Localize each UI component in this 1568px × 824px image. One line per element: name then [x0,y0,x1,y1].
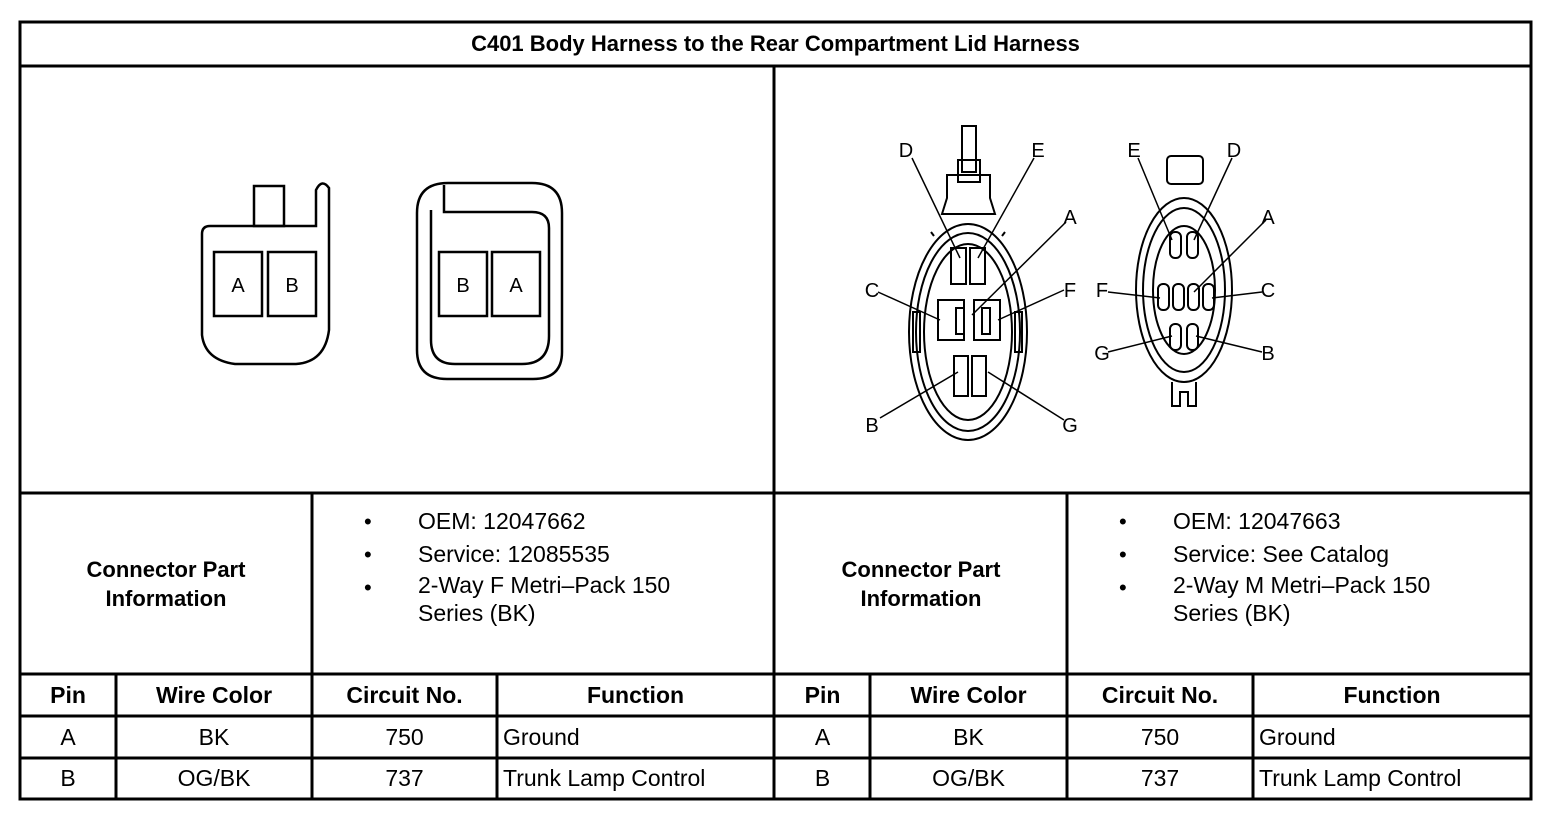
left-part-info-label: Connector Part Information [86,556,246,611]
right-row2-wire: OG/BK [932,765,1005,791]
view2-label-c: C [1260,280,1276,302]
left-row1-pin: A [60,723,76,750]
male-connector-face-view [417,183,562,379]
right-info-type: • 2-Way M Metri–Pack 150 Series (BK) [1117,571,1517,627]
left-row1-circuit: 750 [385,723,424,750]
view2-label-f: F [1095,280,1109,302]
left-part-info-list [362,505,762,627]
right-part-info-list [1117,505,1517,627]
left-row2-wire: OG/BK [177,765,251,791]
view2-label-a: A [1261,207,1275,229]
right-part-info-label: Connector Part Information [841,556,1001,611]
left-view2-pin-a: A [509,275,523,297]
right-row1-circuit: 750 [1140,723,1180,750]
left-view1-pin-b: B [285,275,299,297]
view1-label-g: G [1062,415,1078,437]
left-row1-wire: BK [198,723,230,750]
left-col-pin: Pin [50,681,86,708]
right-info-oem: • OEM: 12047663 [1117,505,1517,538]
right-col-function: Function [1343,681,1441,708]
left-row1-function: Ground [503,723,580,750]
view1-label-c: C [864,280,880,302]
left-info-type: • 2-Way F Metri–Pack 150 Series (BK) [362,571,762,627]
right-info-service: • Service: See Catalog [1117,538,1517,571]
right-col-circuit: Circuit No. [1101,681,1219,708]
left-view2-pin-b: B [456,275,470,297]
view2-label-b: B [1261,343,1275,365]
left-col-wire-color: Wire Color [155,681,273,708]
right-col-pin: Pin [804,681,841,708]
right-connector-drawings [775,66,1531,493]
view1-label-e: E [1031,140,1045,162]
left-row2-function: Trunk Lamp Control [503,765,706,791]
right-row2-circuit: 737 [1140,765,1180,791]
right-row1-pin: A [814,723,831,750]
left-col-circuit: Circuit No. [346,681,463,708]
view1-label-f: F [1063,280,1077,302]
connector-view-2 [1136,156,1232,406]
left-row2-circuit: 737 [385,765,424,791]
left-row2-pin: B [60,765,76,791]
right-row2-function: Trunk Lamp Control [1259,765,1462,791]
page-title: C401 Body Harness to the Rear Compartment Lid Harness [471,31,1080,56]
right-row1-wire: BK [953,723,984,750]
left-info-oem: • OEM: 12047662 [362,505,762,538]
connector-view-1 [909,126,1027,440]
right-col-wire-color: Wire Color [910,681,1027,708]
left-connector-drawings [20,66,774,493]
view2-label-d: D [1226,140,1242,162]
female-connector-face-view [202,183,329,364]
left-col-function: Function [586,681,685,708]
right-row1-function: Ground [1259,723,1336,750]
view2-label-g: G [1094,343,1110,365]
left-info-service: • Service: 12085535 [362,538,762,571]
view1-label-a: A [1063,207,1077,229]
view2-label-e: E [1127,140,1141,162]
left-view1-pin-a: A [231,275,245,297]
right-row2-pin: B [814,765,831,791]
view1-label-b: B [865,415,879,437]
view1-label-d: D [898,140,914,162]
